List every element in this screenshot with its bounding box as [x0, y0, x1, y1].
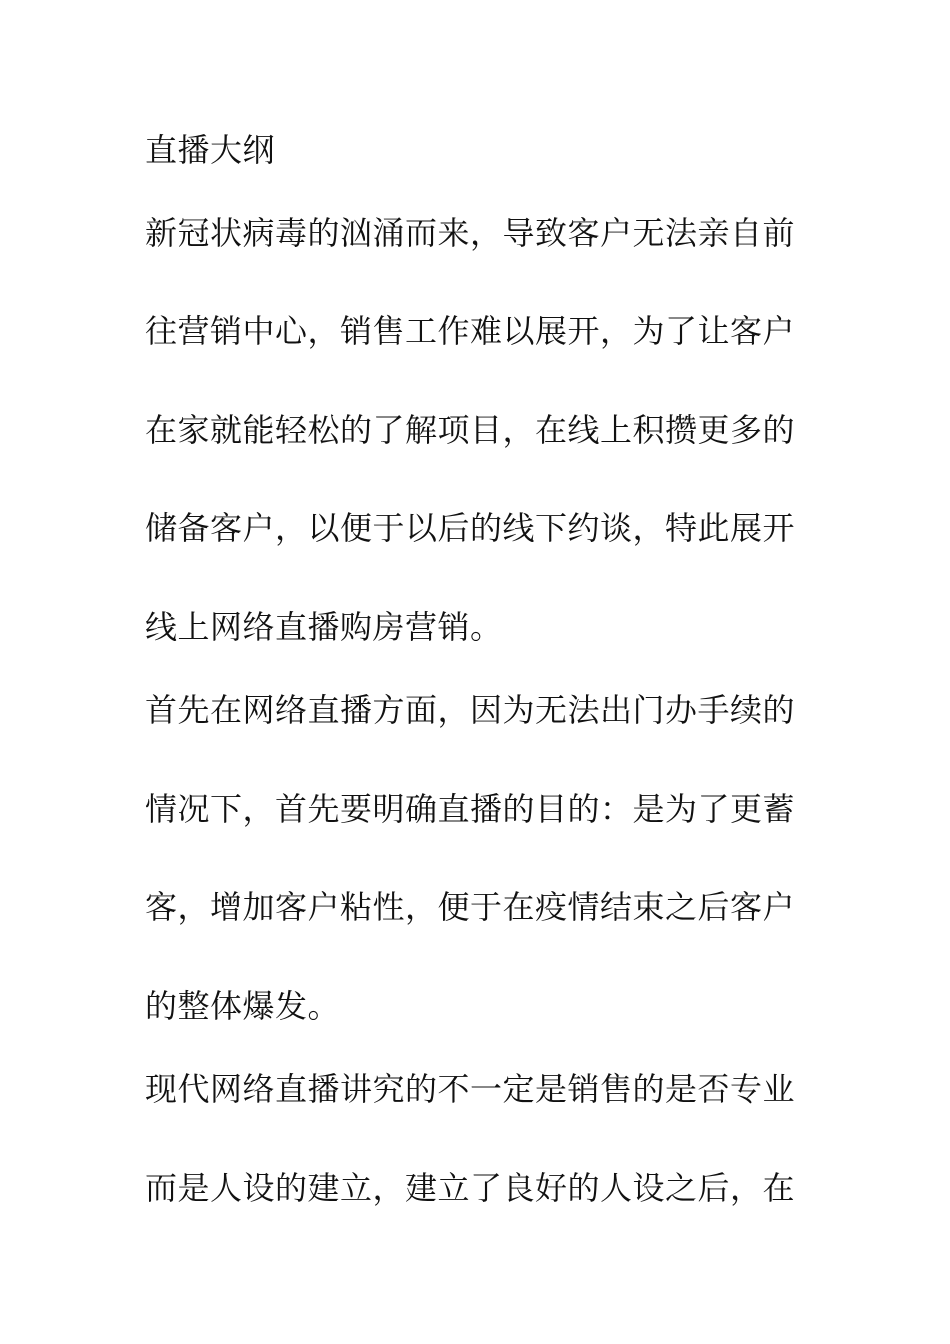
paragraph-1-line-5: 线上网络直播购房营销。	[145, 608, 503, 646]
paragraph-2-line-4: 的整体爆发。	[145, 987, 341, 1025]
paragraph-3-line-1: 现代网络直播讲究的不一定是销售的是否专业	[145, 1070, 796, 1108]
paragraph-3-line-2: 而是人设的建立，建立了良好的人设之后，在	[145, 1169, 796, 1207]
document-title: 直播大纲	[145, 131, 276, 169]
paragraph-2-line-3: 客，增加客户粘性，便于在疫情结束之后客户	[145, 888, 796, 926]
paragraph-2-line-1: 首先在网络直播方面，因为无法出门办手续的	[145, 691, 796, 729]
paragraph-1-line-1: 新冠状病毒的汹涌而来，导致客户无法亲自前	[145, 214, 796, 252]
paragraph-1-line-3: 在家就能轻松的了解项目，在线上积攒更多的	[145, 411, 796, 449]
paragraph-1-line-4: 储备客户，以便于以后的线下约谈，特此展开	[145, 509, 796, 547]
paragraph-1-line-2: 往营销中心，销售工作难以展开，为了让客户	[145, 312, 796, 350]
paragraph-2-line-2: 情况下，首先要明确直播的目的：是为了更蓄	[145, 790, 796, 828]
